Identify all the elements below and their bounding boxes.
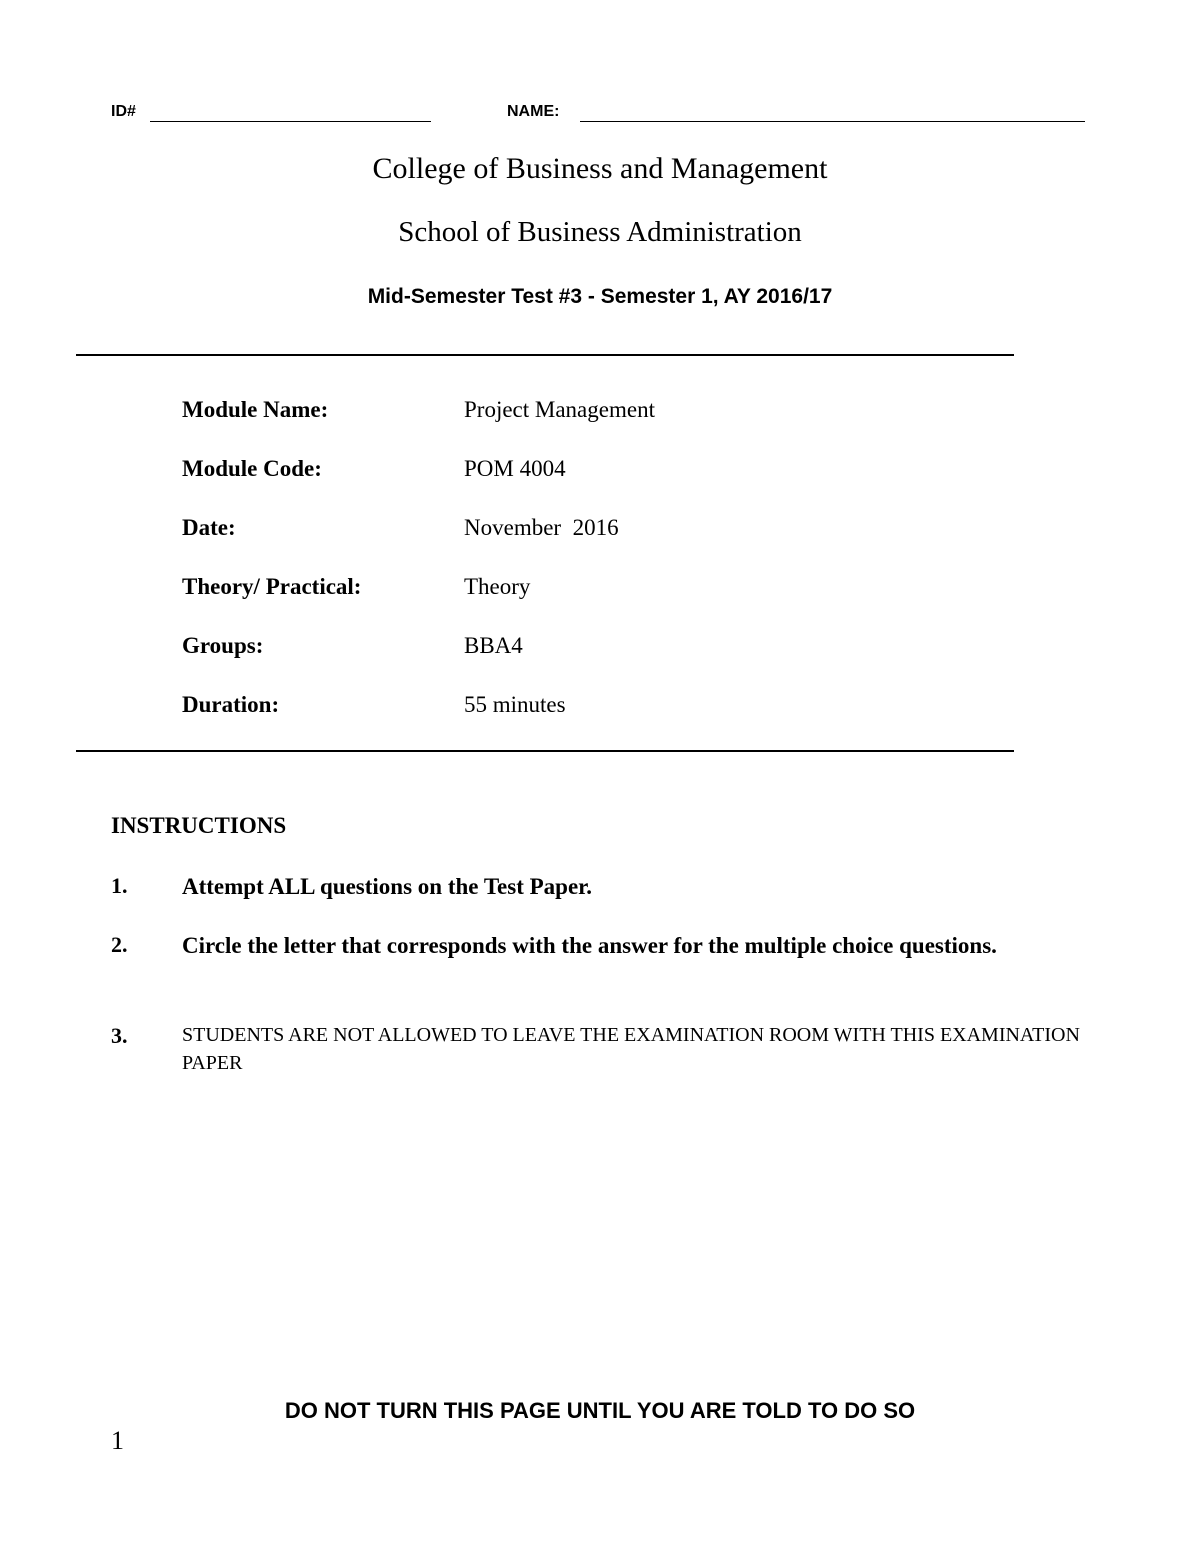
instruction-number: 3. <box>111 1023 128 1048</box>
date-value: November 2016 <box>464 515 619 540</box>
module-code-value: POM 4004 <box>464 456 566 481</box>
groups-label: Groups: <box>182 633 264 658</box>
footer-warning-text: DO NOT TURN THIS PAGE UNTIL YOU ARE TOLD TO DO SO <box>284 1398 916 1423</box>
module-name-value: Project Management <box>464 397 655 422</box>
college-title: College of Business and Management <box>372 152 828 185</box>
duration-value: 55 minutes <box>464 692 566 717</box>
footer-warning <box>0 1390 1200 1423</box>
duration-label: Duration: <box>182 692 280 717</box>
theory-practical-label: Theory/ Practical: <box>182 574 362 599</box>
date-label: Date: <box>182 515 236 540</box>
name-label: NAME: <box>507 103 560 120</box>
instructions-heading: INSTRUCTIONS <box>111 813 287 838</box>
test-title: Mid-Semester Test #3 - Semester 1, AY 2016/17 <box>367 285 833 308</box>
instruction-number: 2. <box>111 932 128 957</box>
module-name-label: Module Name: <box>182 397 329 422</box>
top-divider <box>76 354 1014 356</box>
name-blank-line[interactable] <box>580 121 1085 122</box>
theory-practical-value: Theory <box>464 574 531 599</box>
instruction-text: STUDENTS ARE NOT ALLOWED TO LEAVE THE EXAMINATION ROOM WITH THIS EXAMINATION PAPER <box>182 1024 1080 1074</box>
page-number: 1 <box>111 1426 124 1455</box>
bottom-divider <box>76 750 1014 752</box>
instruction-text: Attempt ALL questions on the Test Paper. <box>182 874 593 899</box>
id-blank-line[interactable] <box>150 121 431 122</box>
module-code-label: Module Code: <box>182 456 322 481</box>
groups-value: BBA4 <box>464 633 523 658</box>
instruction-number: 1. <box>111 873 128 898</box>
school-title: School of Business Administration <box>398 216 802 248</box>
id-label: ID# <box>111 103 136 120</box>
instruction-text: Circle the letter that corresponds with the answer for the multiple choice questions. <box>182 933 997 958</box>
